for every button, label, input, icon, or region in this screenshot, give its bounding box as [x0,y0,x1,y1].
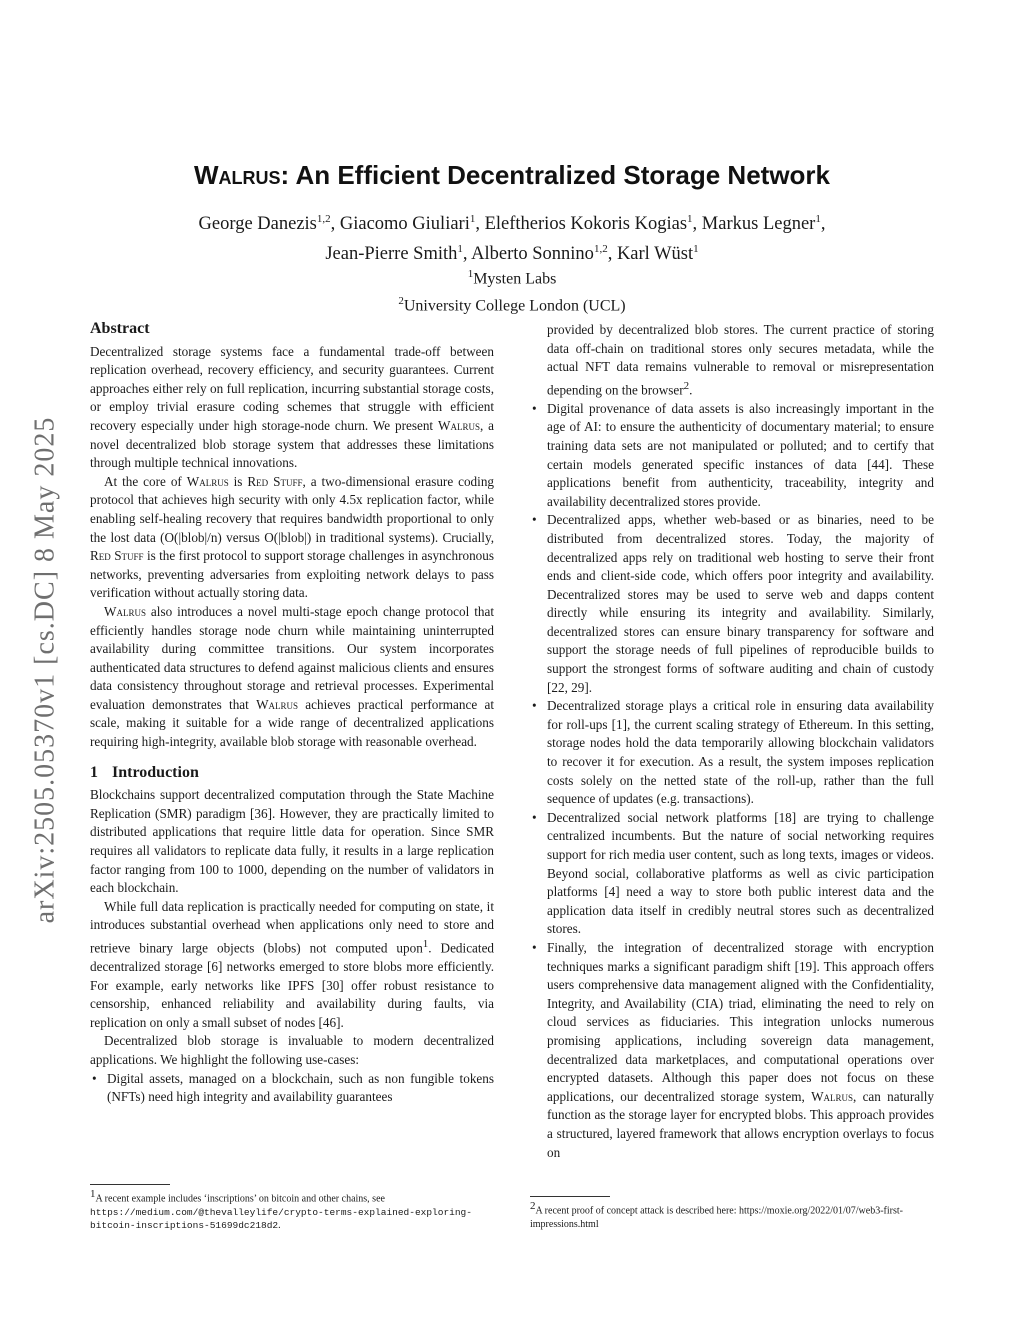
author-name: Eleftherios Kokoris Kogias [484,214,688,235]
text-run: , a novel decentralized blob storage system that addresses these limitations through multiple technical innovations. [90,417,494,471]
author-affiliation-mark: 1 [815,213,821,225]
list-item: • Digital assets, managed on a blockchain, such as non fungible tokens (NFTs) need high integrity and availability guarantees [90,1070,494,1107]
arxiv-identifier: arXiv:2505.05370v1 [cs.DC] 8 May 2025 [29,416,61,924]
list-item [530,939,934,1162]
author-separator: , [475,214,485,235]
text-run: achieves practical performance at scale, making it suitable for a wide range of decentralized applications requiring high-integrity, available blob storage with reasonable overhead. [90,696,494,750]
system-name: Walrus [811,1088,854,1104]
footnote-rule [90,1184,170,1185]
author-name: George Danezis [198,214,317,235]
use-case-list [90,1070,494,1107]
title-system-name: Walrus [193,160,281,190]
text-run: also introduces a novel multi-stage epoch change protocol that efficiently handles storage node churn while maintaining uninterrupted availability during committee transitions. Our system incorporates authenticated data structures to defend against malicious clients and ensures data consistency throughout storage and retrieval processes. Experimental evaluation demonstrates that [90,603,494,712]
author-affiliation-mark: 1 [693,243,699,256]
system-name: Walrus [104,603,146,619]
list-item: • Decentralized social network platforms [18] are trying to challenge centralized incumbents. But the nature of social networking requires support for rich media user content, such as long texts, images or videos. Beyond social, collaborative platforms as well as civic participation platforms [4] need a way to store both public interest data and the application data itself in credibly neutral stores such as decentralized stores. [530,809,934,939]
left-column [90,320,494,1107]
footnote-mark[interactable]: 2 [683,379,690,392]
author-list [90,207,934,267]
section-number: 1 [90,763,98,781]
author-separator: , [330,214,340,235]
intro-paragraph: Blockchains support decentralized computation through the State Machine Replication (SMR) paradigm [36]. However, they are practically limited to distributed applications that require little data for operation. Since SMR requires all validators to replicate data fully, it results in a large replication factor ranging from 100 to 1000, depending on the number of validators in each blockchain. [90,787,494,896]
footnote-number: 1 [90,1188,96,1200]
section-heading-introduction [90,764,494,783]
text-run: While full data replication is practically needed for computing on state, it introduces substantial overhead when applications only need to store and retrieve binary large objects (blobs) not computed upon [90,898,494,956]
arxiv-identifier-sidebar [30,380,60,960]
text-run: . Dedicated decentralized storage [6] networks emerged to store blobs more efficiently. For example, early networks like IPFS [30] offer robust resistance to censorship, enhanced reliability and availability during faults, via replication on only a small subset of nodes [46]. [90,940,495,1030]
affiliation-mark: 2 [398,295,404,308]
affiliation-mark: 1 [467,268,474,280]
text-run: Decentralized storage systems face a fundamental trade-off between replication overhead, recovery efficiency, and security guarantees. Current approaches either rely on full replication, incurring substantial storage costs, or employ trivial erasure coding schemes that struggle with efficient recovery especially under high storage-node churn. We present [90,343,494,433]
affiliation-name: University College London (UCL) [403,297,626,315]
list-item: • Decentralized storage plays a critical role in ensuring data availability for roll-ups [1], the current scaling strategy of Ethereum. In this setting, storage nodes hold the data temporarily allowing blockchain validators to recover it for execution. As a result, the system imposes replication costs solely on the netted state of the roll-up, rather than the full sequence of updates (e.g. transactions). [530,697,934,809]
footnote-text: A recent proof of concept attack is described here: https://moxie.org/2022/01/07/web3-first-impressions.html [530,1205,903,1230]
paragraph-continuation [530,321,934,400]
author-name: Markus Legner [701,214,816,235]
author-affiliation-mark: 1,2 [316,213,331,225]
red-stuff-name: Red Stuff [247,473,303,489]
footnote-number: 2 [530,1200,536,1212]
author-affiliation-mark: 1 [457,243,463,256]
author-affiliation-mark: 1 [469,213,476,225]
paper-title [90,160,934,191]
abstract-heading: Abstract [90,320,150,337]
author-separator: , [607,244,617,265]
title-rest: : An Efficient Decentralized Storage Network [280,160,831,190]
footnote-rule [530,1196,610,1197]
footnote-1 [90,1188,494,1233]
author-affiliation-mark: 1 [687,213,693,225]
author-name: Alberto Sonnino [471,244,594,265]
abstract-paragraph [90,603,494,752]
author-affiliation-mark: 1,2 [593,243,608,256]
red-stuff-name: Red Stuff [90,548,144,564]
footnote-text: A recent example includes ‘inscriptions’ on bitcoin and other chains, see [95,1193,385,1205]
affiliation [90,290,934,317]
system-name: Walrus [438,417,480,433]
list-item: • Digital provenance of data assets is also increasingly important in the age of AI: to ensure the authenticity of documentary material; to ensure training data sets are not manipulated or polluted; and to certify that certain models generated specific instances of data [44]. These applications benefit from authenticity, traceability, integrity and availability decentralized stores provide. [530,400,934,512]
text-run: is [228,473,248,489]
footnote-2 [530,1200,934,1231]
author-separator: , [462,244,472,265]
footnote-text: . [278,1220,281,1232]
footnote-mark[interactable]: 1 [422,938,429,950]
right-column [530,321,934,1162]
author-name: Giacomo Giuliari [339,214,470,235]
affiliation-list [90,263,934,318]
system-name: Walrus [256,696,299,712]
abstract-paragraph [90,473,494,603]
author-separator: , [820,214,826,235]
author-name: Karl Wüst [616,244,694,265]
system-name: Walrus [186,473,229,489]
author-separator: , [692,214,702,235]
list-item: • Decentralized apps, whether web-based or as binaries, need to be distributed from decentralized stores. Today, the majority of decentralized apps rely on traditional web hosting to serve their front ends and client-side code, which offers poor integrity and availability. Decentralized stores may be used to serve web and dapps content directly while ensuring its integrity and availability. Similarly, decentralized stores can ensure binary transparency for software and support the storage needs of full pipelines of reproducible builds to support the strongest forms of software auditing and chain of custody [22, 29]. [530,511,934,697]
text-run: At the core of [104,473,187,489]
author-line-1 [90,207,934,237]
use-case-list [530,400,934,1162]
text-run: . [689,382,693,398]
affiliation-name: Mysten Labs [473,270,557,288]
text-run: Finally, the integration of decentralized storage with encryption techniques marks a significant paradigm shift [19]. This approach offers users comprehensive data management aligned with the Confidentiality, Integrity, and Availability (CIA) triad, eliminating the need to rely on cloud services as fiduciaries. This integration unlocks numerous promising applications, including sovereign data management, decentralized data marketplaces, and computational operations over encrypted datasets. Although this paper does not focus on these applications, our decentralized storage system, [547,939,934,1104]
footnote-link[interactable]: https://medium.com/@thevalleylife/crypto-terms-explained-exploring-bitcoin-inscriptions-51699dc218d2 [90,1206,472,1232]
text-run: , a two-dimensional erasure coding protocol that achieves high security with only 4.5x replication factor, while enabling self-healing recovery that requires bandwidth proportional to only the lost data (O(|blob|/n) versus O(|blob|) in traditional systems). Crucially, [90,473,495,545]
section-title: Introduction [112,763,199,781]
author-name: Jean-Pierre Smith [325,244,458,265]
intro-paragraph: Decentralized blob storage is invaluable to modern decentralized applications. We highlight the following use-cases: [90,1033,494,1067]
intro-paragraph [90,898,494,1033]
text-run: provided by decentralized blob stores. The current practice of storing data off-chain on traditional stores only secures metadata, while the actual NFT data remains vulnerable to removal or misrepresentation depending on the browser [547,322,934,398]
text-run: , can naturally function as the storage layer for encrypted blobs. This approach provides a structured, layered framework that allows encryption overlays to focus on [547,1088,934,1160]
abstract-paragraph [90,343,494,473]
affiliation [90,263,934,290]
text-run: is the first protocol to support storage challenges in asynchronous networks, preventing adversaries from exploiting network delays to pass verification without actually storing data. [90,548,494,601]
